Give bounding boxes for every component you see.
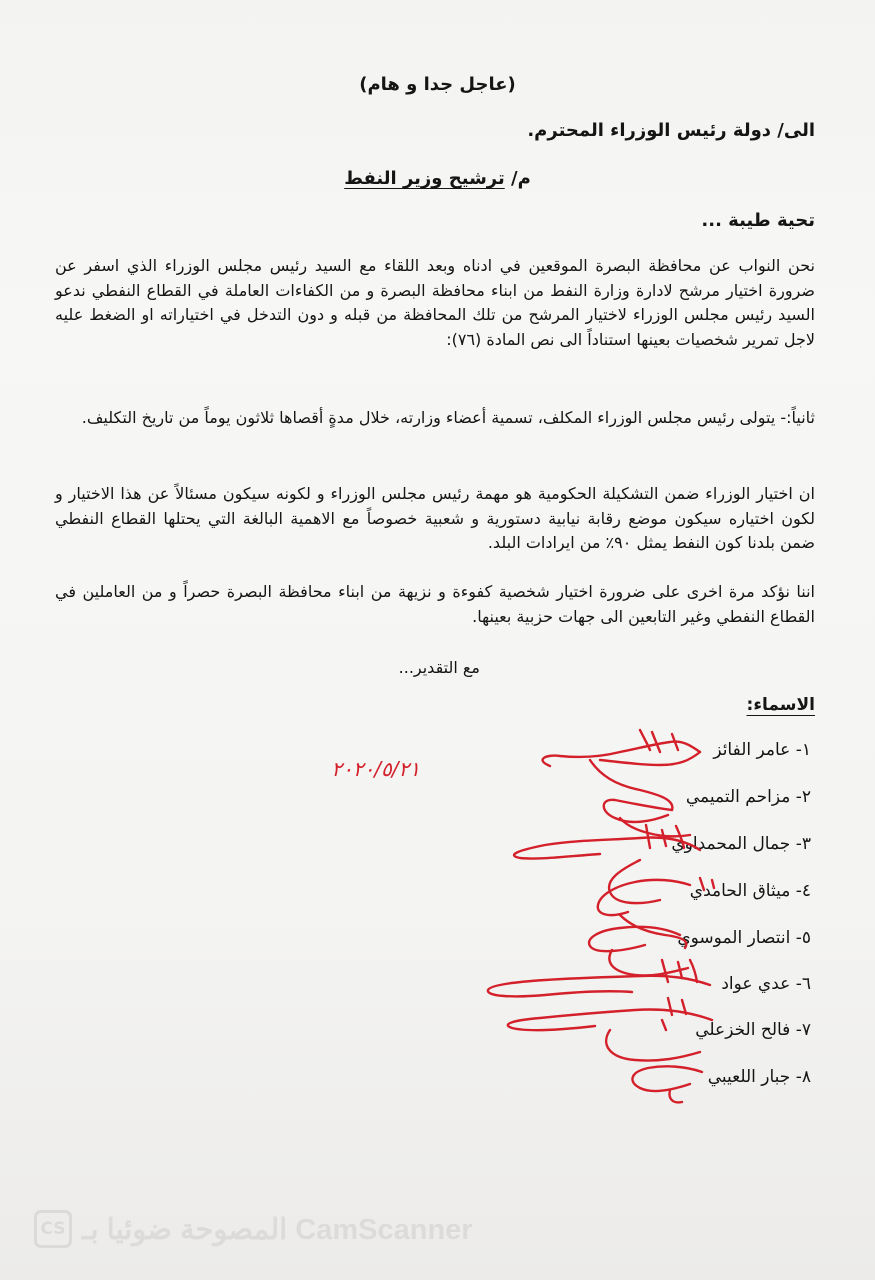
name-item: ٢- مزاحم التميمي <box>685 787 811 807</box>
name-item: ١- عامر الفائز <box>713 740 811 760</box>
recipient-line: الى/ دولة رئيس الوزراء المحترم. <box>527 120 815 141</box>
subject-prefix: م/ <box>511 168 531 189</box>
greeting: تحية طيبة ... <box>701 210 815 231</box>
name-item: ٥- انتصار الموسوي <box>677 928 811 948</box>
paragraph-article-quote: ثانياً:- يتولى رئيس مجلس الوزراء المكلف، تسمية أعضاء وزارته، خلال مدةٍ أقصاها ثلاثون يوماً من تاريخ التكليف. <box>81 408 815 427</box>
paragraph-request: نحن النواب عن محافظة البصرة الموقعين في ادناه وبعد اللقاء مع السيد رئيس مجلس الوزراء الذي اسفر عن ضرورة اختيار مرشح لادارة وزارة النفط من ابناء محافظة البصرة و من الكفاءات العاملة في القطاع النفطي ندعو السيد رئيس مجلس الوزراء لاختيار المرشح من تلك المحافظة من قبله و دون التدخل في اختياراته او الضغط عليه لاجل تمرير شخصيات بعينها استناداً الى نص المادة (٧٦): <box>55 256 815 349</box>
handwritten-date: ٢٠٢٠/٥/٢١ <box>331 757 420 781</box>
name-item: ٦- عدي عواد <box>721 974 811 994</box>
closing-line: مع التقدير... <box>398 658 480 677</box>
camscanner-logo: CS <box>34 1210 72 1248</box>
signature-1 <box>543 730 700 810</box>
camscanner-watermark <box>34 1208 473 1250</box>
urgent-heading: (عاجل جدا و هام) <box>359 74 516 95</box>
signature-7 <box>508 998 712 1061</box>
name-item: ٤- ميثاق الحامدي <box>689 881 811 901</box>
watermark-text: المصوحة ضوئيا بـ CamScanner <box>82 1213 473 1246</box>
paragraph-responsibility: ان اختيار الوزراء ضمن التشكيلة الحكومية هو مهمة رئيس مجلس الوزراء و لكونه سيكون مسئالاً عن هذا الاختيار و لكون اختياره سيكون موضع رقابة نيابية دستورية و شعبية خصوصاً مع الاهمية البالغة التي يحتلها القطاع النفطي ضمن بلدنا كون النفط يمثل ٩٠٪ من ايرادات البلد. <box>55 484 815 552</box>
paragraph-emphasis: اننا نؤكد مرة اخرى على ضرورة اختيار شخصية كفوءة و نزيهة من ابناء محافظة البصرة حصراً و من العاملين في القطاع النفطي وغير التابعين الى جهات حزبية بعينها. <box>55 582 815 626</box>
signature-8 <box>632 1066 702 1102</box>
signature-5 <box>589 927 688 976</box>
name-item: ٧- فالح الخزعلي <box>695 1020 811 1040</box>
names-heading: الاسماء: <box>746 695 815 715</box>
name-item: ٨- جبار اللعيبي <box>707 1067 811 1087</box>
signature-6 <box>488 960 710 996</box>
subject-text: ترشيح وزير النفط <box>344 168 505 189</box>
name-item: ٣- جمال المحمداوي <box>671 834 811 854</box>
signature-4 <box>598 878 714 948</box>
